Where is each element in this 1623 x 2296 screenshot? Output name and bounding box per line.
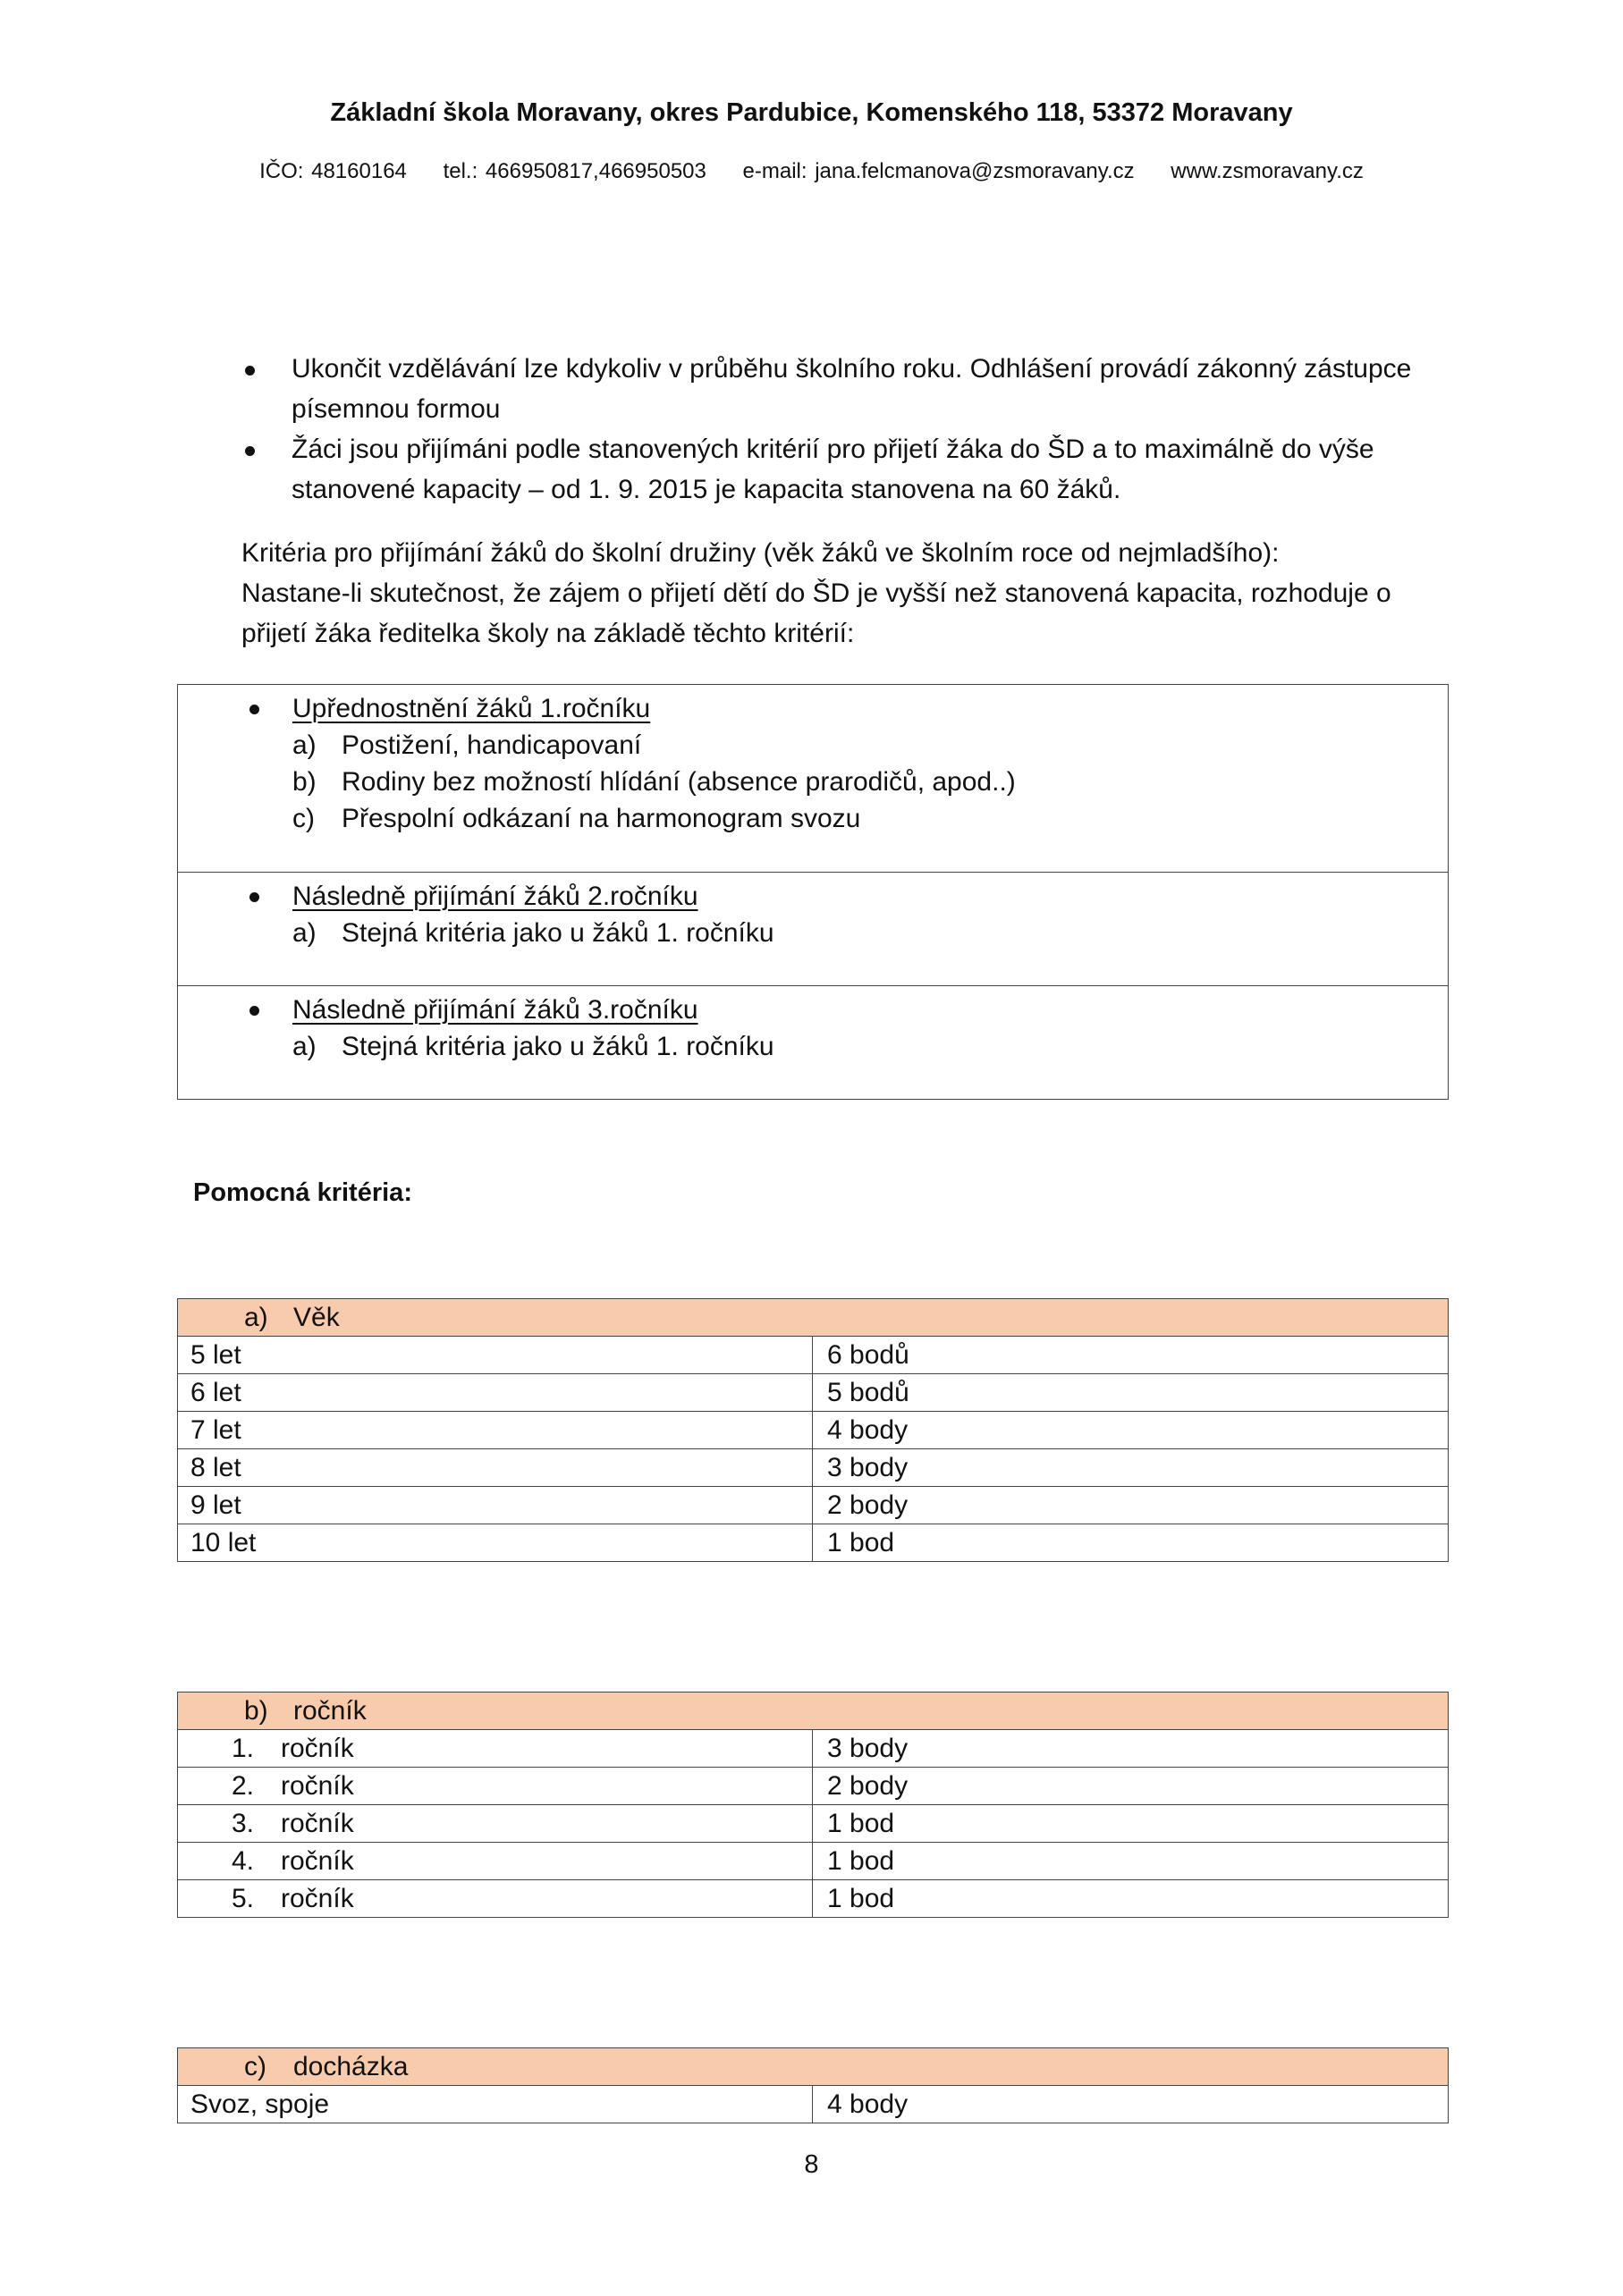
- website-text: www.zsmoravany.cz: [1171, 159, 1364, 183]
- phone-text: tel.: 466950817,466950503: [443, 159, 706, 183]
- criteria-heading: Upřednostnění žáků 1.ročníku: [178, 690, 1448, 727]
- criteria-subitem: b) Rodiny bez možností hlídání (absence prarodičů, apod..): [292, 767, 1016, 797]
- rules-bullet-list: [241, 349, 1449, 510]
- table-row: Svoz, spoje 4 body: [178, 2086, 1449, 2123]
- email-text: e-mail: jana.felcmanova@zsmoravany.cz: [742, 159, 1135, 183]
- age-points-table: [177, 1298, 1449, 1562]
- criteria-cell: [178, 873, 1448, 986]
- table-row: 10 let 1 bod: [178, 1524, 1449, 1562]
- table-header: a) Věk: [178, 1299, 1449, 1337]
- table-row: 5. ročník 1 bod: [178, 1880, 1449, 1918]
- table-row: 9 let 2 body: [178, 1487, 1449, 1524]
- criteria-subitem: a) Postižení, handicapovaní: [292, 730, 642, 760]
- table-row: 3. ročník 1 bod: [178, 1805, 1449, 1843]
- admission-criteria-table: [177, 684, 1449, 1100]
- attendance-points-table: [177, 2047, 1449, 2123]
- criteria-subitem: a) Stejná kritéria jako u žáků 1. ročníku: [292, 918, 774, 948]
- school-header-title: Základní škola Moravany, okres Pardubice, Komenského 118, 53372 Moravany: [330, 98, 1293, 127]
- school-contact-line: [0, 159, 1623, 184]
- criteria-cell: [178, 986, 1448, 1099]
- table-header: c) docházka: [178, 2048, 1449, 2086]
- auxiliary-criteria-title: Pomocná kritéria:: [193, 1178, 412, 1207]
- criteria-intro-paragraph: Kritéria pro přijímání žáků do školní družiny (věk žáků ve školním roce od nejmladšího): Nastane-li skutečnost, že zájem o přijetí dětí do ŠD je vyšší než stanovená kapacita, rozhoduje o přijetí žáka ředitelka školy na základě těchto kritérií:: [241, 538, 1391, 648]
- table-header: b) ročník: [178, 1692, 1449, 1730]
- bullet-item: Ukončit vzdělávání lze kdykoliv v průběhu školního roku. Odhlášení provádí zákonný zástupce písemnou formou: [241, 349, 1449, 429]
- table-row: 2. ročník 2 body: [178, 1768, 1449, 1805]
- page-number: 8: [804, 2150, 819, 2179]
- table-row: 5 let 6 bodů: [178, 1337, 1449, 1374]
- table-row: 1. ročník 3 body: [178, 1730, 1449, 1768]
- table-row: 8 let 3 body: [178, 1449, 1449, 1487]
- bullet-item: Žáci jsou přijímáni podle stanovených kritérií pro přijetí žáka do ŠD a to maximálně do výše stanovené kapacity – od 1. 9. 2015 je kapacita stanovena na 60 žáků.: [241, 429, 1449, 510]
- criteria-subitem: c) Přespolní odkázaní na harmonogram svozu: [292, 804, 861, 833]
- grade-points-table: [177, 1692, 1449, 1918]
- criteria-heading: Následně přijímání žáků 3.ročníku: [178, 992, 1448, 1028]
- criteria-heading: Následně přijímání žáků 2.ročníku: [178, 878, 1448, 915]
- table-row: 4. ročník 1 bod: [178, 1843, 1449, 1880]
- criteria-cell: [178, 685, 1448, 873]
- criteria-subitem: a) Stejná kritéria jako u žáků 1. ročníku: [292, 1032, 774, 1061]
- table-row: 6 let 5 bodů: [178, 1374, 1449, 1412]
- ico-text: IČO: 48160164: [259, 159, 407, 183]
- table-row: 7 let 4 body: [178, 1412, 1449, 1449]
